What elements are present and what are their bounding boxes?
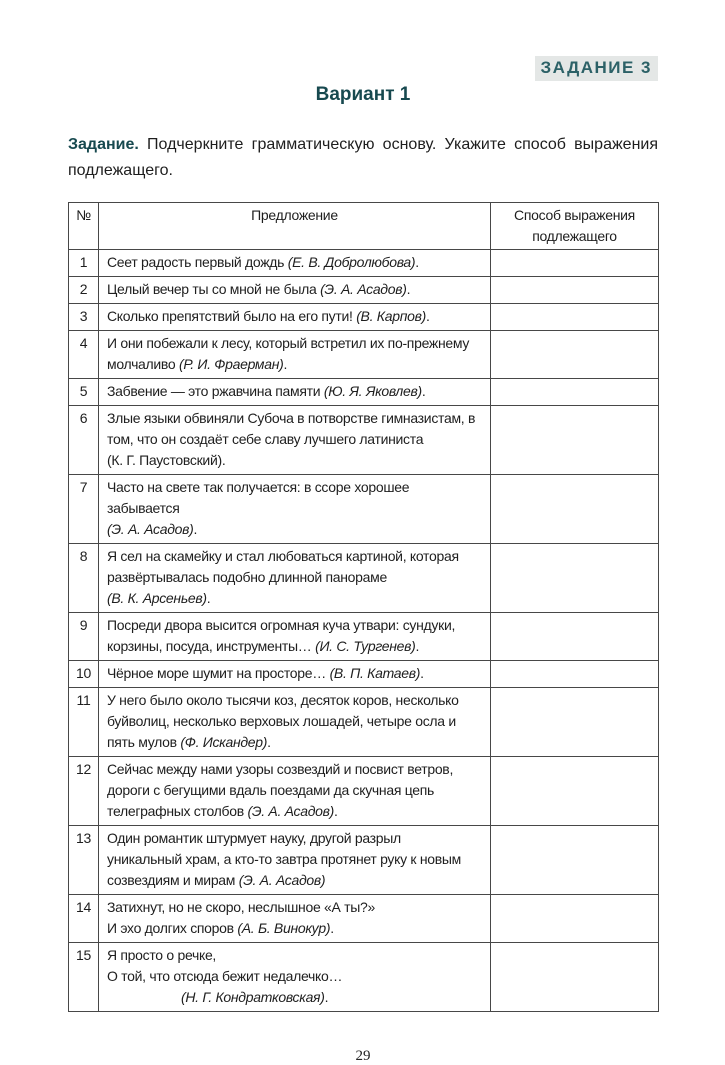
sentence-cell: Целый вечер ты со мной не была (Э. А. Асадов). <box>99 276 491 303</box>
answer-cell <box>491 612 659 660</box>
answer-cell <box>491 378 659 405</box>
table-row <box>69 249 659 276</box>
column-header-answer: Способ выражения подлежащего <box>491 202 659 249</box>
answer-cell <box>491 894 659 942</box>
sentence-cell: Я сел на скамейку и стал любоваться картиной, которая развёртывалась подобно длинной панораме (В. К. Арсеньев). <box>99 543 491 612</box>
task-number-badge: ЗАДАНИЕ 3 <box>535 56 658 81</box>
sentence-cell: Злые языки обвиняли Субоча в потворстве гимназистам, в том, что он создаёт себе славу лучшего латиниста (К. Г. Паустовский). <box>99 405 491 474</box>
answer-cell <box>491 249 659 276</box>
table-header <box>69 202 659 249</box>
table-row <box>69 543 659 612</box>
answer-cell <box>491 276 659 303</box>
answer-cell <box>491 303 659 330</box>
sentence-cell: Затихнут, но не скоро, неслышное «А ты?» И эхо долгих споров (А. Б. Винокур). <box>99 894 491 942</box>
row-number-cell: 14 <box>69 894 99 942</box>
task-text: Подчеркните грамматическую основу. Укажите способ выражения подлежащего. <box>68 136 658 180</box>
answer-cell <box>491 942 659 1011</box>
sentence-cell: Часто на свете так получается: в ссоре хорошее забывается (Э. А. Асадов). <box>99 474 491 543</box>
table-row <box>69 825 659 894</box>
table-header-row <box>69 202 659 249</box>
page-number: 29 <box>355 1047 371 1064</box>
row-number-cell: 8 <box>69 543 99 612</box>
answer-cell <box>491 330 659 378</box>
table-row <box>69 276 659 303</box>
table-row <box>69 330 659 378</box>
row-number-cell: 3 <box>69 303 99 330</box>
sentence-cell: Посреди двора высится огромная куча утвари: сундуки, корзины, посуда, инструменты… (И. С. Тургенев). <box>99 612 491 660</box>
row-number-cell: 4 <box>69 330 99 378</box>
row-number-cell: 6 <box>69 405 99 474</box>
sentence-cell: И они побежали к лесу, который встретил их по-прежнему молчаливо (Р. И. Фраерман). <box>99 330 491 378</box>
row-number-cell: 1 <box>69 249 99 276</box>
table-row <box>69 303 659 330</box>
variant-title: Вариант 1 <box>315 84 411 105</box>
row-number-cell: 12 <box>69 756 99 825</box>
table-row <box>69 612 659 660</box>
sentence-cell: Сколько препятствий было на его пути! (В. Карпов). <box>99 303 491 330</box>
assignments-table <box>68 202 659 1012</box>
answer-cell <box>491 405 659 474</box>
column-header-number: № <box>69 202 99 249</box>
row-number-cell: 10 <box>69 660 99 687</box>
answer-cell <box>491 687 659 756</box>
sentence-cell: Один романтик штурмует науку, другой разрыл уникальный храм, а кто-то завтра протянет руку к новым созвездиям и мирам (Э. А. Асадов) <box>99 825 491 894</box>
row-number-cell: 7 <box>69 474 99 543</box>
table-row <box>69 660 659 687</box>
row-number-cell: 15 <box>69 942 99 1011</box>
table-row <box>69 378 659 405</box>
table-body <box>69 249 659 1011</box>
table-row <box>69 756 659 825</box>
sentence-cell: Сейчас между нами узоры созвездий и посвист ветров, дороги с бегущими вдаль поездами да скучная цепь телеграфных столбов (Э. А. Асадов). <box>99 756 491 825</box>
table-row <box>69 687 659 756</box>
row-number-cell: 9 <box>69 612 99 660</box>
task-instruction <box>68 132 658 185</box>
row-number-cell: 5 <box>69 378 99 405</box>
answer-cell <box>491 825 659 894</box>
sentence-cell: Я просто о речке, О той, что отсюда бежит недалечко… (Н. Г. Кондратковская). <box>99 942 491 1011</box>
table-row <box>69 474 659 543</box>
sentence-cell: Чёрное море шумит на просторе… (В. П. Катаев). <box>99 660 491 687</box>
row-number-cell: 13 <box>69 825 99 894</box>
sentence-cell: Сеет радость первый дождь (Е. В. Добролюбова). <box>99 249 491 276</box>
answer-cell <box>491 543 659 612</box>
task-label: Задание. <box>68 136 139 153</box>
answer-cell <box>491 756 659 825</box>
header-row <box>68 56 658 82</box>
table-row <box>69 894 659 942</box>
table-row <box>69 405 659 474</box>
table-row <box>69 942 659 1011</box>
column-header-sentence: Предложение <box>99 202 491 249</box>
row-number-cell: 11 <box>69 687 99 756</box>
answer-cell <box>491 660 659 687</box>
row-number-cell: 2 <box>69 276 99 303</box>
sentence-cell: У него было около тысячи коз, десяток коров, несколько буйволиц, несколько верховых лошадей, четыре осла и пять мулов (Ф. Искандер). <box>99 687 491 756</box>
sentence-cell: Забвение — это ржавчина памяти (Ю. Я. Яковлев). <box>99 378 491 405</box>
answer-cell <box>491 474 659 543</box>
